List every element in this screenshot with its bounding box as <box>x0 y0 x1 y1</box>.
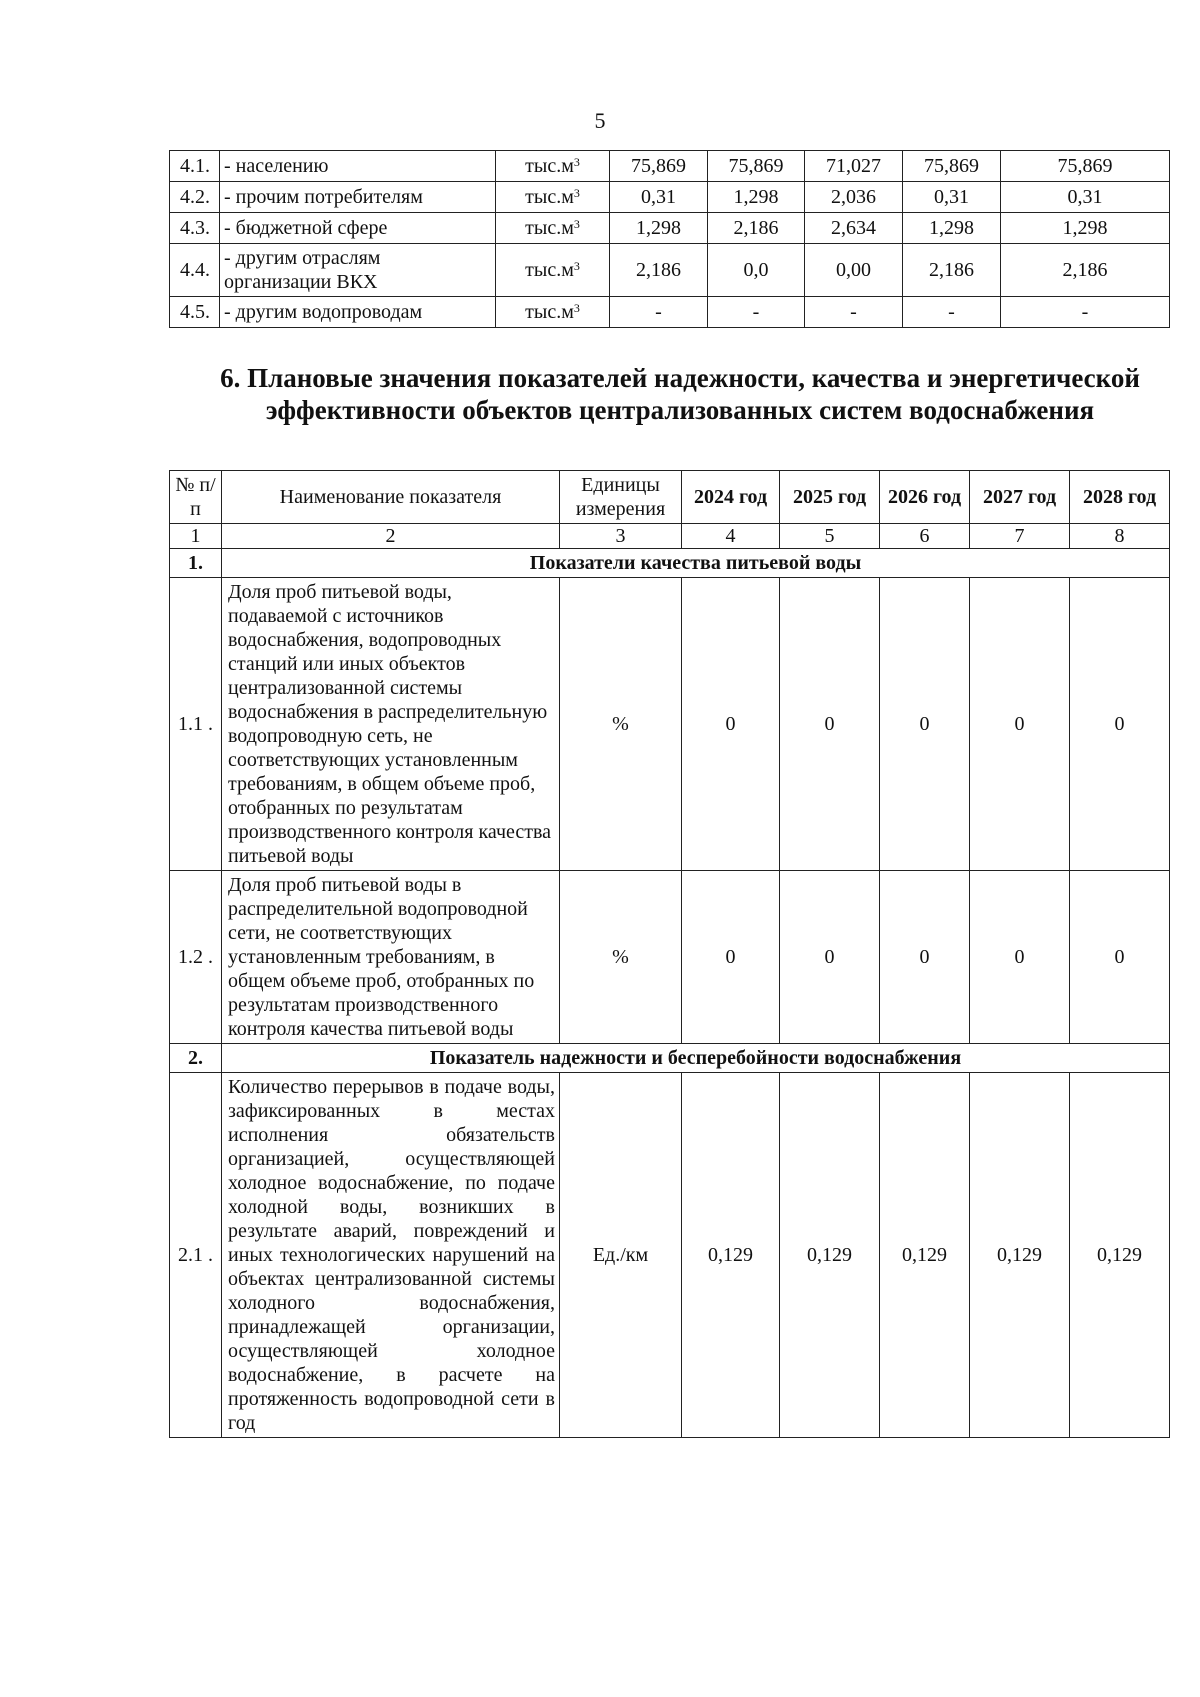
section-title: Показатели качества питьевой воды <box>222 549 1170 578</box>
section-number: 1. <box>170 549 222 578</box>
value-cell: 1,298 <box>1001 213 1170 244</box>
value-cell: 75,869 <box>610 151 708 182</box>
value-cell: 1,298 <box>903 213 1001 244</box>
value-cell: 2,186 <box>610 244 708 297</box>
value-cell: 1,298 <box>610 213 708 244</box>
value-cell: 0 <box>682 871 780 1044</box>
row-number: 4.4. <box>170 244 220 297</box>
column-index-row <box>170 524 1170 549</box>
section-number: 2. <box>170 1044 222 1073</box>
row-unit: $тыс.м^3$ <box>496 182 610 213</box>
row-number: 4.1. <box>170 151 220 182</box>
value-cell: 71,027 <box>805 151 903 182</box>
row-name: - населению <box>220 151 496 182</box>
value-cell: 0 <box>780 871 880 1044</box>
header-year: 2025 год <box>780 471 880 524</box>
table-header-row <box>170 471 1170 524</box>
water-supply-table <box>169 150 1170 328</box>
value-cell: - <box>610 297 708 328</box>
table-row <box>170 151 1170 182</box>
row-number: 2.1 . <box>170 1073 222 1438</box>
table-row <box>170 213 1170 244</box>
column-index: 7 <box>970 524 1070 549</box>
column-index: 3 <box>560 524 682 549</box>
value-cell: 0 <box>780 578 880 871</box>
header-unit: Единицы измерения <box>560 471 682 524</box>
row-unit: $тыс.м^3$ <box>496 244 610 297</box>
value-cell: 0 <box>682 578 780 871</box>
value-cell: 0,129 <box>880 1073 970 1438</box>
value-cell: 0 <box>970 871 1070 1044</box>
section-row <box>170 1044 1170 1073</box>
value-cell: 75,869 <box>903 151 1001 182</box>
header-name: Наименование показателя <box>222 471 560 524</box>
value-cell: 75,869 <box>1001 151 1170 182</box>
table-row <box>170 871 1170 1044</box>
row-number: 4.2. <box>170 182 220 213</box>
column-index: 6 <box>880 524 970 549</box>
header-year: 2027 год <box>970 471 1070 524</box>
value-cell: - <box>805 297 903 328</box>
value-cell: 2,634 <box>805 213 903 244</box>
row-name: - другим водопроводам <box>220 297 496 328</box>
value-cell: - <box>708 297 805 328</box>
value-cell: - <box>903 297 1001 328</box>
value-cell: 0 <box>880 871 970 1044</box>
row-name: Количество перерывов в подаче воды, зафиксированных в местах исполнения обязательств организацией, осуществляющей холодное водоснабжение, по подаче холодной воды, возникших в результате аварий, повреждений и иных технологических нарушений на объектах централизованной системы холодного водоснабжения, принадлежащей организации, осуществляющей холодное водоснабжение, в расчете на протяженность водопроводной сети в год <box>222 1073 560 1438</box>
section-row <box>170 549 1170 578</box>
value-cell: 0,129 <box>970 1073 1070 1438</box>
value-cell: 0,31 <box>903 182 1001 213</box>
row-number: 4.3. <box>170 213 220 244</box>
row-name: - другим отраслям организации ВКХ <box>220 244 496 297</box>
column-index: 4 <box>682 524 780 549</box>
page-number: 5 <box>594 108 606 133</box>
value-cell: 0,129 <box>1070 1073 1170 1438</box>
header-year: 2024 год <box>682 471 780 524</box>
value-cell: 2,186 <box>903 244 1001 297</box>
header-year: 2026 год <box>880 471 970 524</box>
row-unit: Ед./км <box>560 1073 682 1438</box>
table-row <box>170 1073 1170 1438</box>
header-num: № п/п <box>170 471 222 524</box>
value-cell: 0,31 <box>1001 182 1170 213</box>
header-year: 2028 год <box>1070 471 1170 524</box>
row-unit: $тыс.м^3$ <box>496 213 610 244</box>
value-cell: 0,0 <box>708 244 805 297</box>
indicators-table <box>169 470 1170 1438</box>
value-cell: 2,036 <box>805 182 903 213</box>
value-cell: 0,129 <box>780 1073 880 1438</box>
table-row <box>170 182 1170 213</box>
value-cell: 0 <box>1070 871 1170 1044</box>
row-name: - бюджетной сфере <box>220 213 496 244</box>
row-unit: % <box>560 871 682 1044</box>
row-number: 4.5. <box>170 297 220 328</box>
value-cell: 0,00 <box>805 244 903 297</box>
row-number: 1.1 . <box>170 578 222 871</box>
column-index: 8 <box>1070 524 1170 549</box>
value-cell: 0,129 <box>682 1073 780 1438</box>
row-name: Доля проб питьевой воды, подаваемой с источников водоснабжения, водопроводных станций или иных объектов централизованной системы водоснабжения в распределительную водопроводную сеть, не соответствующих установленным требованиям, в общем объеме проб, отобранных по результатам производственного контроля качества питьевой воды <box>222 578 560 871</box>
section-heading: 6. Плановые значения показателей надежности, качества и энергетической эффективности объектов централизованных систем водоснабжения <box>220 363 1140 425</box>
value-cell: 0,31 <box>610 182 708 213</box>
value-cell: 0 <box>1070 578 1170 871</box>
column-index: 1 <box>170 524 222 549</box>
row-name: Доля проб питьевой воды в распределительной водопроводной сети, не соответствующих установленным требованиям, в общем объеме проб, отобранных по результатам производственного контроля качества питьевой воды <box>222 871 560 1044</box>
table-row <box>170 578 1170 871</box>
value-cell: - <box>1001 297 1170 328</box>
column-index: 5 <box>780 524 880 549</box>
table-row <box>170 297 1170 328</box>
value-cell: 75,869 <box>708 151 805 182</box>
row-number: 1.2 . <box>170 871 222 1044</box>
row-unit: $тыс.м^3$ <box>496 297 610 328</box>
section-title: Показатель надежности и бесперебойности водоснабжения <box>222 1044 1170 1073</box>
row-unit: % <box>560 578 682 871</box>
value-cell: 0 <box>970 578 1070 871</box>
column-index: 2 <box>222 524 560 549</box>
row-unit: $тыс.м^3$ <box>496 151 610 182</box>
value-cell: 2,186 <box>708 213 805 244</box>
value-cell: 1,298 <box>708 182 805 213</box>
row-name: - прочим потребителям <box>220 182 496 213</box>
table-row <box>170 244 1170 297</box>
value-cell: 0 <box>880 578 970 871</box>
value-cell: 2,186 <box>1001 244 1170 297</box>
